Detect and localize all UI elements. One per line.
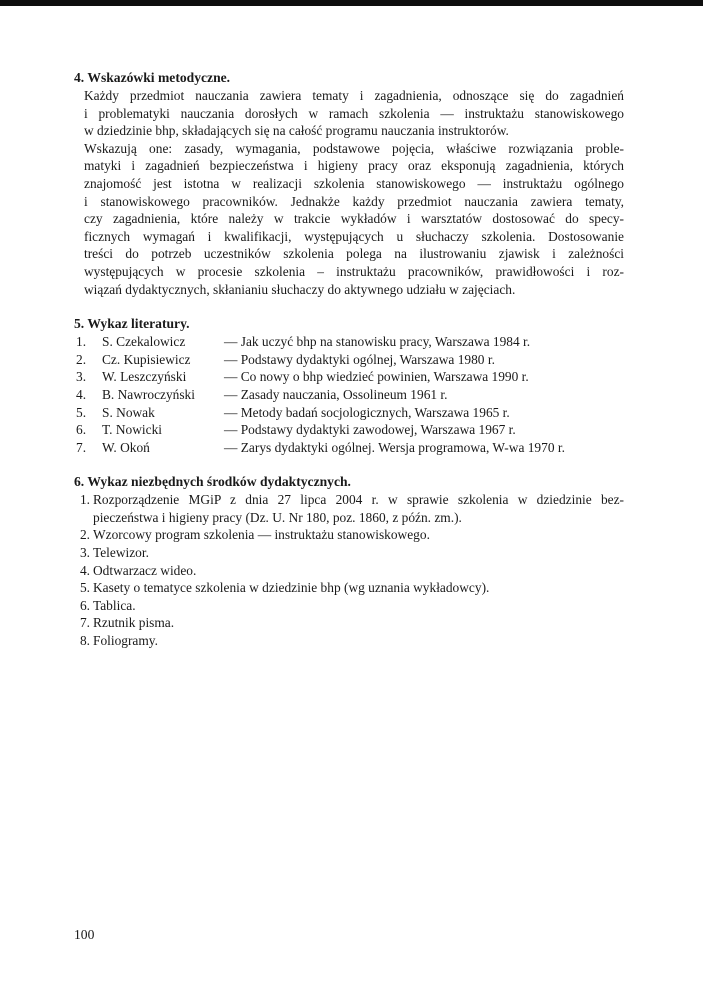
literature-item	[74, 351, 624, 369]
item-author: S. Czekalowicz	[102, 334, 186, 350]
item-title: — Podstawy dydaktyki ogólnej, Warszawa 1980 r.	[224, 351, 495, 367]
paragraph-line: znajomość jest istotna w realizacji szkolenia stanowiskowego — instruktażu ogólnego	[84, 175, 624, 191]
item-number: 1.	[79, 492, 90, 508]
item-title: — Podstawy dydaktyki zawodowej, Warszawa 1967 r.	[224, 422, 516, 438]
resource-item	[74, 632, 624, 650]
paragraph-line: i problematyki nauczania dorosłych w ramach szkolenia — instruktażu stanowiskowego	[84, 105, 624, 121]
paragraph-line: wiązań dydaktycznych, skłanianiu słuchaczy do aktywnego udziału w zajęciach.	[84, 281, 516, 297]
item-title: — Zasady nauczania, Ossolineum 1961 r.	[224, 386, 448, 402]
item-text	[93, 526, 624, 544]
item-text-line: Tablica.	[93, 597, 136, 613]
item-number: 1.	[76, 334, 87, 350]
resource-item	[74, 597, 624, 615]
item-text-line: Foliogramy.	[93, 633, 158, 649]
section-4-heading: 4. Wskazówki metodyczne.	[74, 70, 231, 85]
resource-item	[74, 544, 624, 562]
item-text-line: Wzorcowy program szkolenia — instruktażu stanowiskowego.	[93, 527, 430, 543]
resource-item	[74, 491, 624, 526]
item-number: 2.	[79, 527, 90, 543]
section-5-heading: 5. Wykaz literatury.	[74, 316, 190, 332]
literature-item	[74, 421, 624, 439]
item-number: 8.	[79, 633, 90, 649]
item-title: — Co nowy o bhp wiedzieć powinien, Warszawa 1990 r.	[224, 369, 529, 385]
section-4-paragraph	[74, 87, 624, 298]
item-text-line: Telewizor.	[93, 545, 149, 561]
paragraph-line: Wskazują one: zasady, wymagania, podstawowe pojęcia, właściwe rozwiązania proble-	[84, 140, 624, 156]
item-text-line: Rozporządzenie MGiP z dnia 27 lipca 2004 r. w sprawie szkolenia w dziedzinie bez-	[93, 492, 624, 508]
literature-item	[74, 386, 624, 404]
item-text	[93, 491, 624, 526]
resource-item	[74, 614, 624, 632]
item-author: W. Okoń	[102, 439, 150, 455]
item-text	[93, 579, 624, 597]
item-text	[93, 632, 624, 650]
section-6-heading: 6. Wykaz niezbędnych środków dydaktycznych.	[74, 474, 351, 490]
paragraph-line: i stanowiskowego pracowników. Jednakże każdy przedmiot nauczania zawiera tematy,	[84, 193, 624, 209]
item-text	[93, 544, 624, 562]
literature-item	[74, 333, 624, 351]
item-title: — Zarys dydaktyki ogólnej. Wersja programowa, W-wa 1970 r.	[224, 439, 565, 455]
literature-item	[74, 439, 624, 457]
paragraph-line: Każdy przedmiot nauczania zawiera tematy i zagadnienia, odnoszące się do zagadnień	[84, 88, 624, 103]
resource-item	[74, 562, 624, 580]
literature-list	[74, 333, 624, 456]
document-page	[74, 69, 624, 650]
item-number: 5.	[79, 580, 90, 596]
paragraph-line: matyki i zagadnień bezpieczeństwa i higieny pracy oraz eksponują zagadnienia, których	[84, 158, 624, 174]
item-text-line: Rzutnik pisma.	[93, 615, 175, 631]
item-author: T. Nowicki	[102, 422, 162, 438]
item-number: 6.	[79, 597, 90, 613]
item-author: B. Nawroczyński	[102, 386, 195, 402]
item-number: 2.	[76, 351, 87, 367]
item-text-line: Kasety o tematyce szkolenia w dziedzinie bhp (wg uznania wykładowcy).	[93, 580, 490, 596]
literature-item	[74, 404, 624, 422]
paragraph-line: występujących w procesie szkolenia – instruktażu pracowników, prawidłowości i roz-	[84, 263, 624, 279]
item-title: — Jak uczyć bhp na stanowisku pracy, Warszawa 1984 r.	[224, 334, 531, 350]
item-text-line: pieczeństwa i higieny pracy (Dz. U. Nr 180, poz. 1860, z późn. zm.).	[93, 509, 462, 525]
item-text	[93, 614, 624, 632]
item-text-line: Odtwarzacz wideo.	[93, 562, 197, 578]
page-number: 100	[74, 927, 95, 942]
resources-list	[74, 491, 624, 649]
item-number: 7.	[76, 439, 87, 455]
item-number: 3.	[79, 545, 90, 561]
item-author: W. Leszczyński	[102, 369, 187, 385]
resource-item	[74, 526, 624, 544]
item-number: 6.	[76, 422, 87, 438]
item-number: 4.	[79, 562, 90, 578]
scan-top-edge	[0, 0, 703, 6]
literature-item	[74, 368, 624, 386]
paragraph-line: ficznych wymagań i kwalifikacji, występujących u słuchaczy szkolenia. Dostosowanie	[84, 228, 624, 244]
item-title: — Metody badań socjologicznych, Warszawa 1965 r.	[224, 404, 510, 420]
item-text	[93, 562, 624, 580]
paragraph-line: treści do potrzeb uczestników szkolenia polega na ilustrowaniu zjawisk i zależności	[84, 246, 624, 262]
item-author: Cz. Kupisiewicz	[102, 351, 191, 367]
paragraph-line: czy zagadnienia, które należy w trakcie wykładów i warsztatów dostosować do specy-	[84, 211, 624, 227]
item-number: 3.	[76, 369, 87, 385]
item-number: 5.	[76, 404, 87, 420]
resource-item	[74, 579, 624, 597]
item-number: 7.	[79, 615, 90, 631]
item-text	[93, 597, 624, 615]
paragraph-line: w dziedzinie bhp, składających się na całość programu nauczania instruktorów.	[84, 123, 509, 139]
item-author: S. Nowak	[102, 404, 155, 420]
item-number: 4.	[76, 386, 87, 402]
